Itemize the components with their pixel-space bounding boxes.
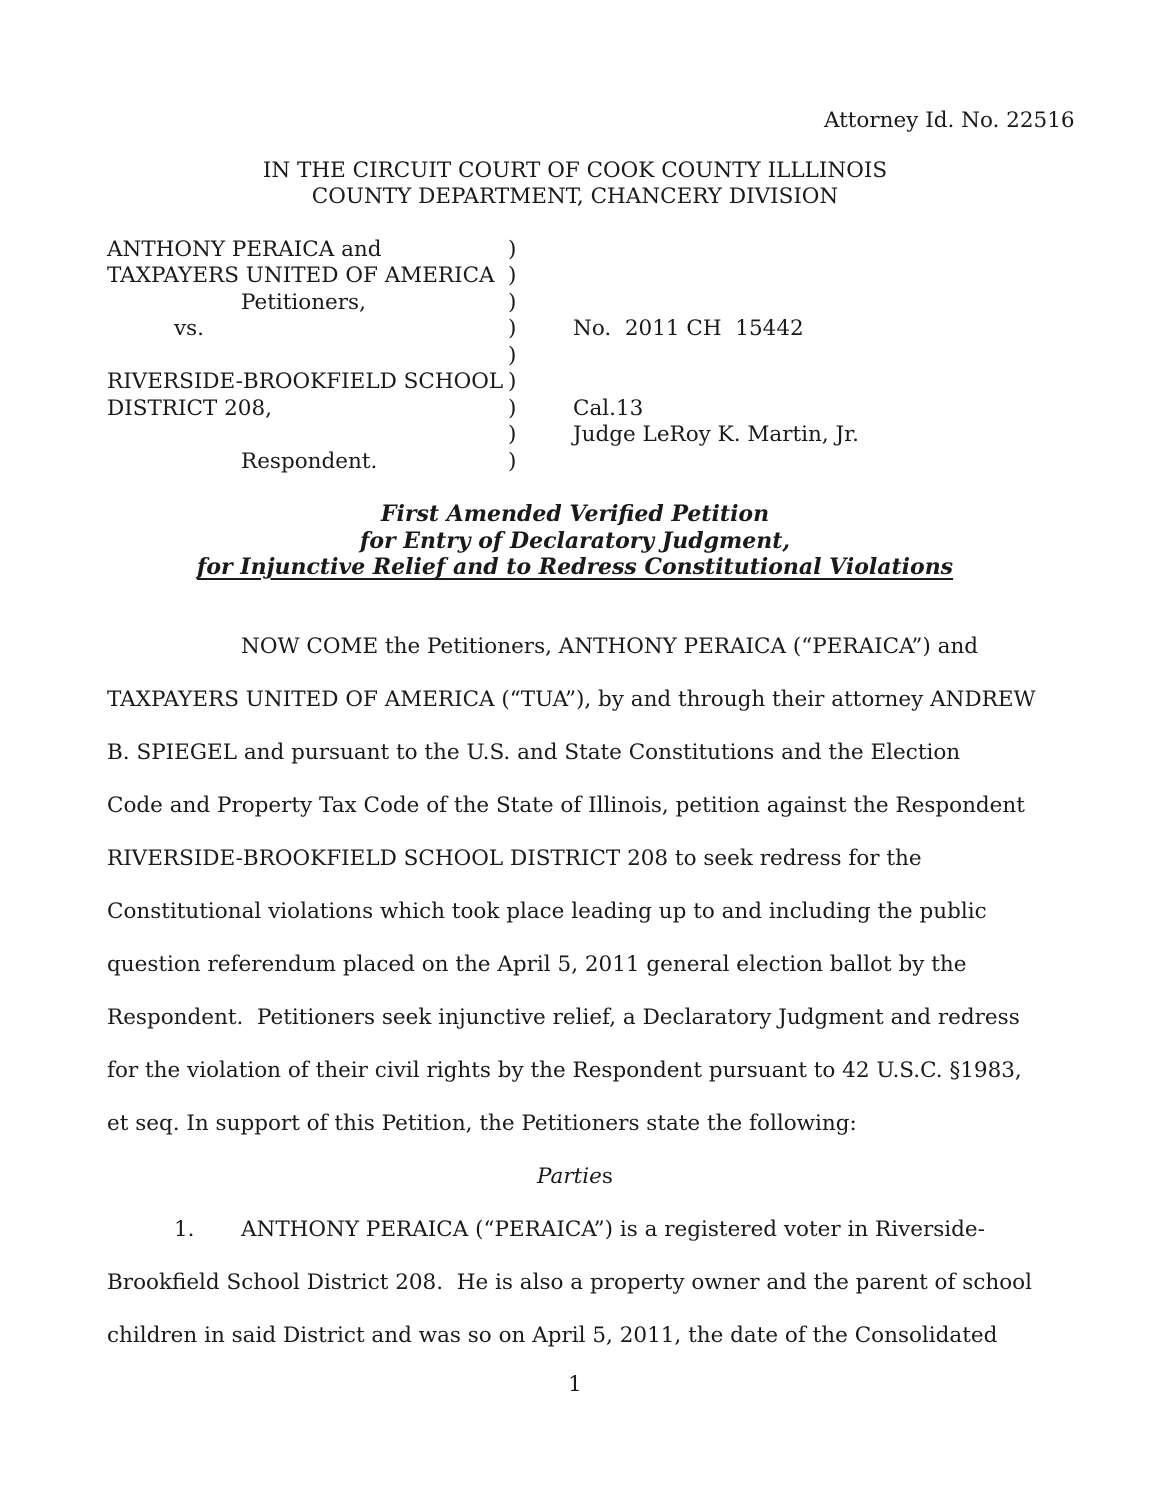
caption-paren: ) bbox=[508, 396, 517, 421]
item-number: 1. bbox=[174, 1217, 195, 1242]
caption-paren: ) bbox=[508, 316, 517, 341]
document-title-underlined: for Injunctive Relief and to Redress Constitutional Violations bbox=[196, 554, 954, 580]
caption-paren: ) bbox=[508, 343, 517, 368]
item-line: Brookfield School District 208. He is also a property owner and the parent of school bbox=[107, 1270, 1032, 1295]
caption-paren: ) bbox=[508, 237, 517, 262]
body-line: RIVERSIDE-BROOKFIELD SCHOOL DISTRICT 208 to seek redress for the bbox=[107, 846, 922, 871]
section-heading-rest: s bbox=[601, 1164, 613, 1189]
court-division: COUNTY DEPARTMENT, CHANCERY DIVISION bbox=[311, 184, 839, 209]
caption-paren: ) bbox=[508, 290, 517, 315]
caption-party-line: vs. bbox=[174, 316, 205, 341]
caption-party-line: RIVERSIDE-BROOKFIELD SCHOOL bbox=[107, 369, 504, 394]
body-line: Constitutional violations which took place leading up to and including the public bbox=[107, 899, 987, 924]
body-line: question referendum placed on the April 5, 2011 general election ballot by the bbox=[107, 952, 967, 977]
case-number: No. 2011 CH 15442 bbox=[573, 316, 804, 341]
body-line: for the violation of their civil rights by the Respondent pursuant to 42 U.S.C. §1983, bbox=[107, 1058, 1022, 1083]
item-line: ANTHONY PERAICA (“PERAICA”) is a registered voter in Riverside- bbox=[241, 1217, 985, 1242]
caption-paren: ) bbox=[508, 422, 517, 447]
attorney-id: Attorney Id. No. 22516 bbox=[824, 108, 1075, 133]
caption-paren: ) bbox=[508, 263, 517, 288]
calendar-number: Cal.13 bbox=[573, 396, 644, 421]
section-heading-italic: Partie bbox=[537, 1164, 602, 1189]
body-line: Code and Property Tax Code of the State of Illinois, petition against the Respondent bbox=[107, 793, 1025, 818]
body-line: Respondent. Petitioners seek injunctive relief, a Declaratory Judgment and redress bbox=[107, 1005, 1020, 1030]
page-number: 1 bbox=[568, 1372, 582, 1397]
court-name: IN THE CIRCUIT COURT OF COOK COUNTY ILLLINOIS bbox=[262, 158, 888, 183]
caption-party-line: TAXPAYERS UNITED OF AMERICA bbox=[107, 263, 495, 288]
caption-party-line: Petitioners, bbox=[241, 290, 366, 315]
document-title-line: First Amended Verified Petition bbox=[380, 501, 770, 527]
body-line: TAXPAYERS UNITED OF AMERICA (“TUA”), by and through their attorney ANDREW bbox=[107, 687, 1036, 712]
item-line: children in said District and was so on April 5, 2011, the date of the Consolidated bbox=[107, 1323, 998, 1348]
body-line: NOW COME the Petitioners, ANTHONY PERAICA (“PERAICA”) and bbox=[241, 634, 979, 659]
body-line: B. SPIEGEL and pursuant to the U.S. and State Constitutions and the Election bbox=[107, 740, 961, 765]
caption-party-line: DISTRICT 208, bbox=[107, 396, 272, 421]
body-line: et seq. In support of this Petition, the Petitioners state the following: bbox=[107, 1111, 857, 1136]
caption-paren: ) bbox=[508, 449, 517, 474]
caption-party-line: Respondent. bbox=[241, 449, 378, 474]
document-title-line bbox=[0, 554, 1150, 580]
caption-paren: ) bbox=[508, 369, 517, 394]
judge-name: Judge LeRoy K. Martin, Jr. bbox=[573, 422, 859, 447]
document-title-line: for Entry of Declaratory Judgment, bbox=[359, 528, 791, 554]
section-heading bbox=[0, 1164, 1150, 1189]
caption-party-line: ANTHONY PERAICA and bbox=[107, 237, 382, 262]
